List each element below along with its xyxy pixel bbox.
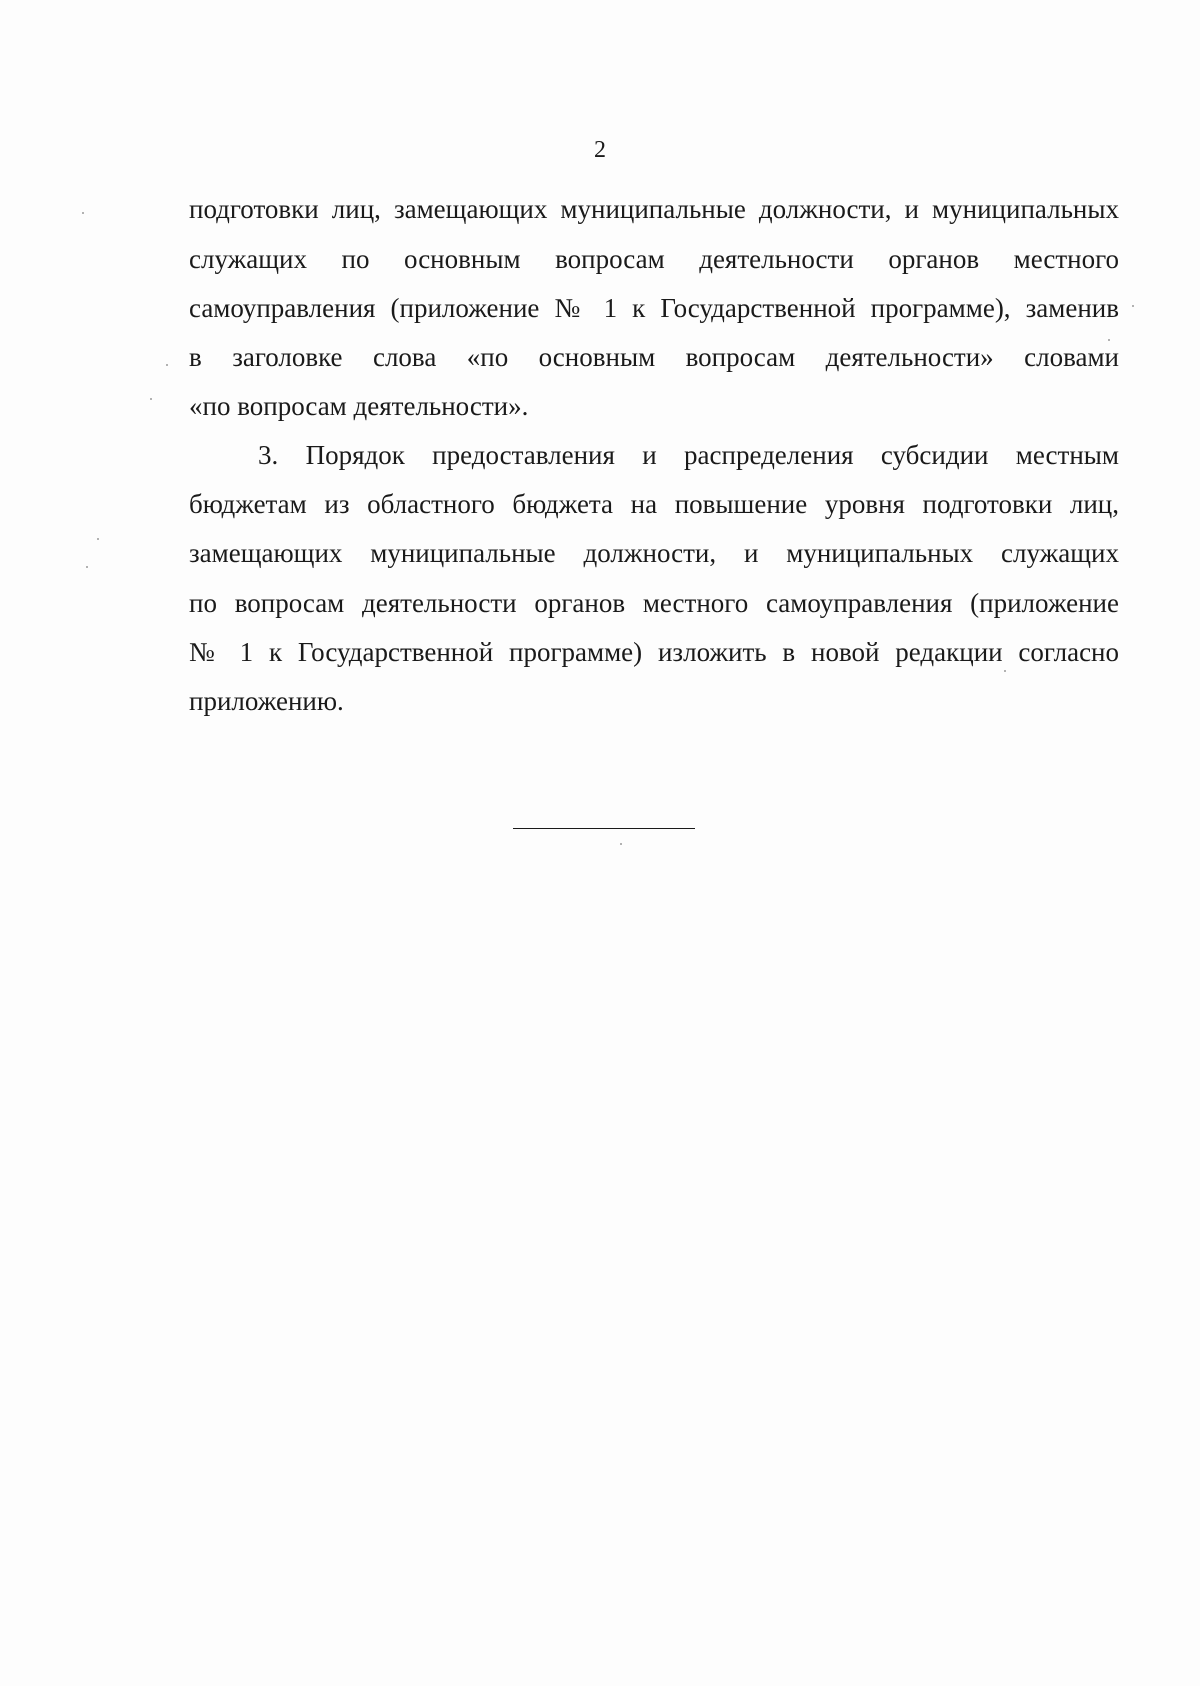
text-line: бюджетам из областного бюджета на повышение уровня подготовки лиц, <box>189 489 1119 519</box>
text-line: в заголовке слова «по основным вопросам деятельности» словами <box>189 342 1119 372</box>
text-line: замещающих муниципальные должности, и муниципальных служащих <box>189 538 1119 568</box>
text-line: «по вопросам деятельности». <box>189 391 529 421</box>
text-line: по вопросам деятельности органов местного самоуправления (приложение <box>189 588 1119 618</box>
text-line: самоуправления (приложение № 1 к Государственной программе), заменив <box>189 293 1119 323</box>
text-line: подготовки лиц, замещающих муниципальные должности, и муниципальных <box>189 194 1119 224</box>
scan-speck <box>97 538 99 540</box>
scan-speck <box>1108 339 1110 341</box>
scan-speck <box>1004 670 1006 672</box>
text-line: служащих по основным вопросам деятельности органов местного <box>189 244 1119 274</box>
text-line: приложению. <box>189 686 344 716</box>
text-line: № 1 к Государственной программе) изложить в новой редакции согласно <box>189 637 1119 667</box>
scan-speck <box>166 364 168 366</box>
scan-speck <box>82 212 84 214</box>
scan-speck <box>1132 305 1134 307</box>
end-rule <box>513 828 695 829</box>
scan-speck <box>620 843 622 845</box>
page-number: 2 <box>594 137 606 163</box>
scan-speck <box>150 398 152 400</box>
paragraph-first-line: 3. Порядок предоставления и распределения субсидии местным <box>258 440 1119 470</box>
scan-speck <box>86 566 88 568</box>
